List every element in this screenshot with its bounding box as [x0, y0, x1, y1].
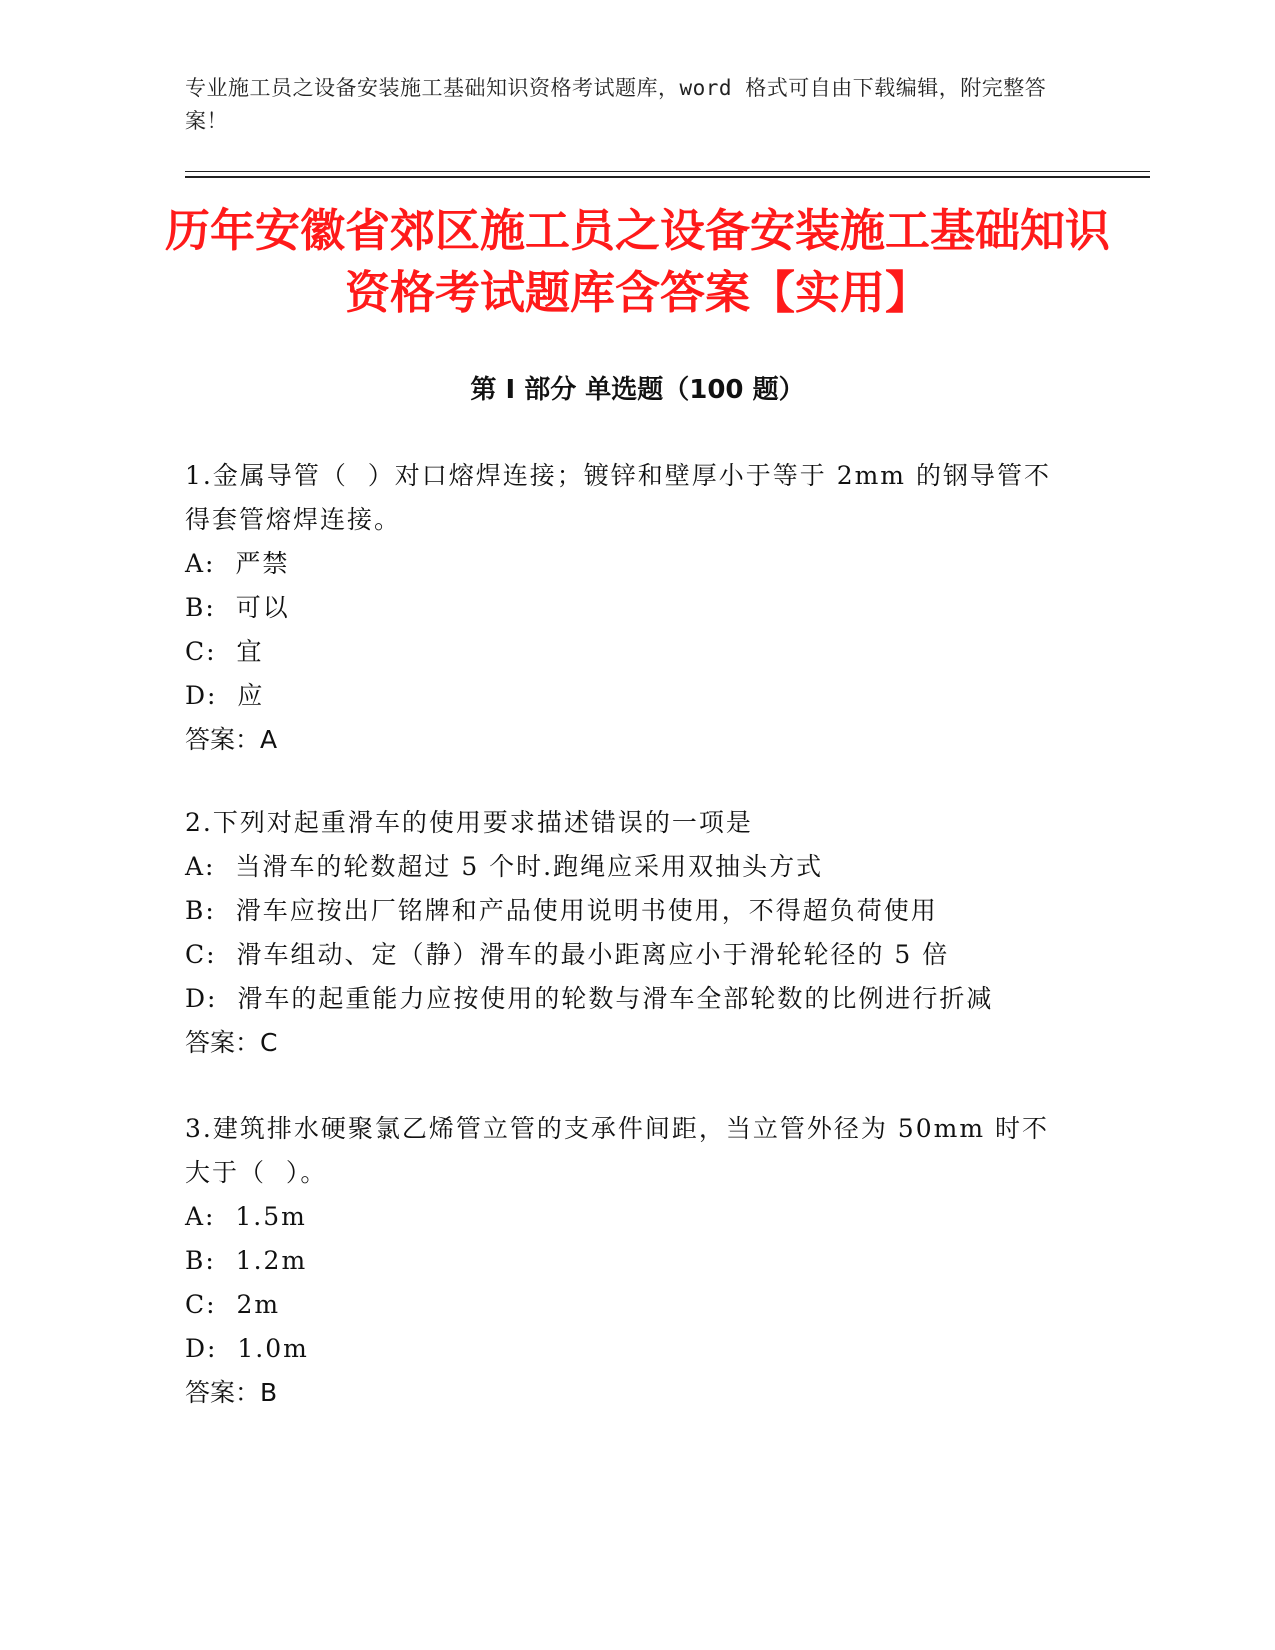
option-c: C: 2m	[185, 1290, 281, 1319]
option-b: B: 1.2m	[185, 1246, 308, 1275]
question-stem: 1.金属导管（ ）对口熔焊连接；镀锌和壁厚小于等于 2mm 的钢导管不得套管熔焊连接。	[185, 461, 1051, 534]
question-stem: 2.下列对起重滑车的使用要求描述错误的一项是	[185, 808, 753, 837]
option-c: C: 宜	[185, 637, 264, 666]
header-note: 专业施工员之设备安装施工基础知识资格考试题库，word 格式可自由下载编辑，附完整答案！	[185, 76, 1047, 133]
question-stem: 3.建筑排水硬聚氯乙烯管立管的支承件间距，当立管外径为 50mm 时不大于（ ）。	[185, 1114, 1049, 1187]
answer-line: 答案：C	[185, 1028, 278, 1057]
option-a: A: 1.5m	[185, 1202, 307, 1231]
option-b: B: 可以	[185, 593, 290, 622]
question-1	[185, 454, 1065, 762]
option-d: D: 应	[185, 681, 265, 710]
header-divider-thin	[185, 171, 1150, 172]
question-2	[185, 801, 1065, 1065]
answer-line: 答案：B	[185, 1378, 278, 1407]
option-b: B: 滑车应按出厂铭牌和产品使用说明书使用，不得超负荷使用	[185, 896, 938, 925]
option-d: D: 滑车的起重能力应按使用的轮数与滑车全部轮数的比例进行折减	[185, 984, 994, 1013]
section-title: 第 I 部分 单选题（100 题）	[470, 375, 805, 405]
option-d: D: 1.0m	[185, 1334, 309, 1363]
option-a: A: 严禁	[185, 549, 290, 578]
header-divider-thick	[185, 176, 1150, 178]
option-a: A: 当滑车的轮数超过 5 个时.跑绳应采用双抽头方式	[185, 852, 824, 881]
option-c: C: 滑车组动、定（静）滑车的最小距离应小于滑轮轮径的 5 倍	[185, 940, 950, 969]
answer-line: 答案：A	[185, 725, 278, 754]
question-3	[185, 1107, 1065, 1415]
document-title: 历年安徽省郊区施工员之设备安装施工基础知识资格考试题库含答案【实用】	[164, 204, 1110, 319]
